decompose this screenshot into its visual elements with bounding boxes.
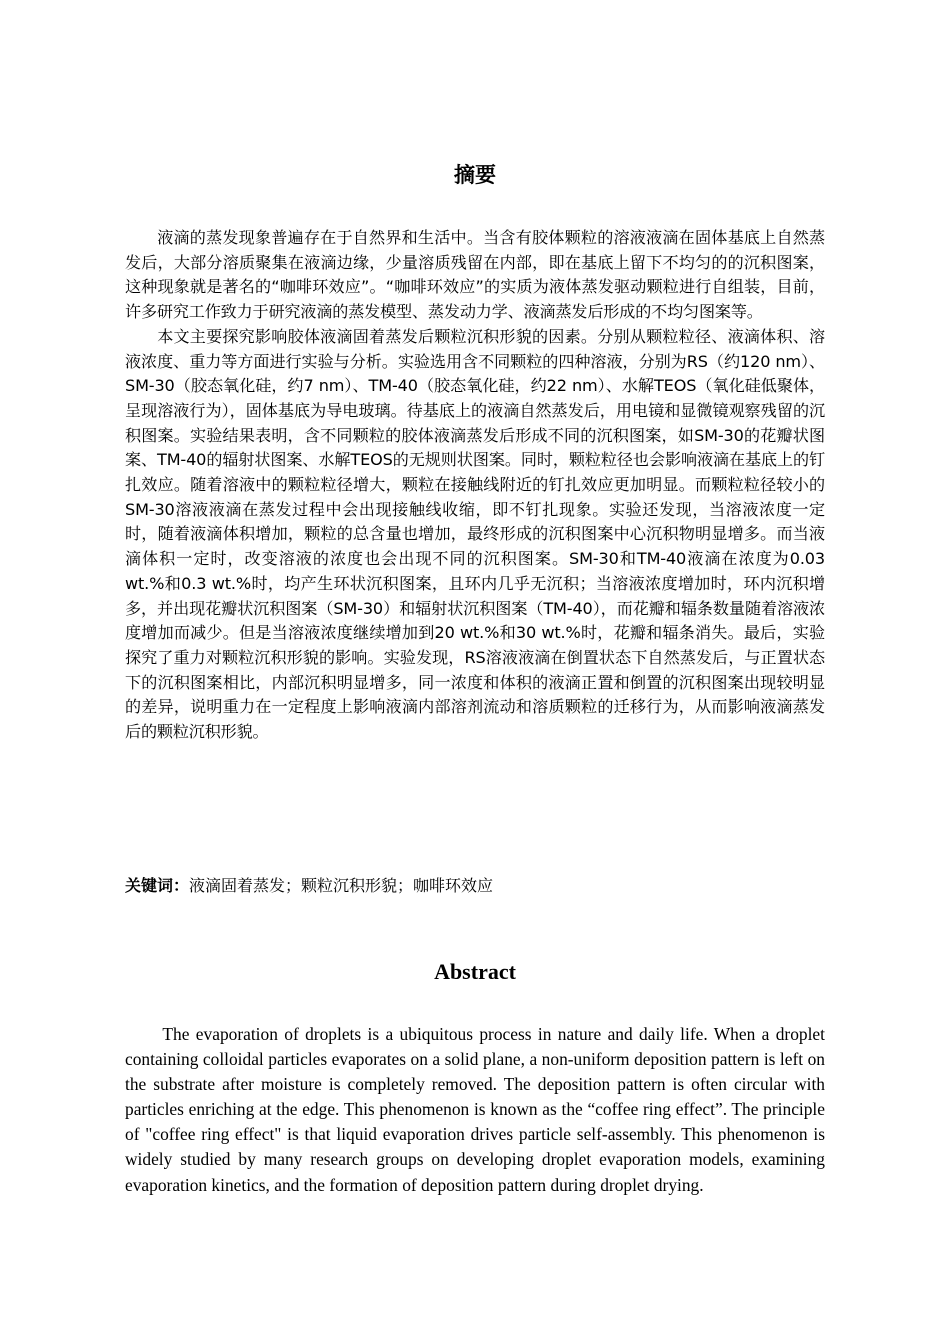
chinese-abstract-body xyxy=(125,226,825,745)
english-abstract-paragraph-1: The evaporation of droplets is a ubiquitous process in nature and daily life. When a droplet containing colloidal particles evaporates on a solid plane, a non-uniform deposition pattern is left on the substrate after moisture is completely removed. The deposition pattern is often circular with particles enriching at the edge. This phenomenon is known as the “coffee ring effect”. The principle of "coffee ring effect" is that liquid evaporation drives particle self-assembly. This phenomenon is widely studied by many research groups on developing droplet evaporation models, examining evaporation kinetics, and the formation of deposition pattern during droplet drying. xyxy=(125,1024,825,1195)
english-abstract-title: Abstract xyxy=(434,959,516,984)
chinese-abstract-paragraph-1: 液滴的蒸发现象普遍存在于自然界和生活中。当含有胶体颗粒的溶液液滴在固体基底上自然蒸发后，大部分溶质聚集在液滴边缘，少量溶质残留在内部，即在基底上留下不均匀的的沉积图案，这种现象就是著名的“咖啡环效应”。“咖啡环效应”的实质为液体蒸发驱动颗粒进行自组装，目前，许多研究工作致力于研究液滴的蒸发模型、蒸发动力学、液滴蒸发后形成的不均匀图案等。 xyxy=(125,228,825,322)
keywords-label: 关键词： xyxy=(125,876,190,895)
chinese-keywords xyxy=(125,873,825,899)
chinese-abstract-title: 摘要 xyxy=(454,163,496,187)
english-abstract-body xyxy=(125,1022,825,1198)
keywords-text: 液滴固着蒸发；颗粒沉积形貌；咖啡环效应 xyxy=(189,876,494,895)
chinese-abstract-paragraph-2: 本文主要探究影响胶体液滴固着蒸发后颗粒沉积形貌的因素。分别从颗粒粒径、液滴体积、溶液浓度、重力等方面进行实验与分析。实验选用含不同颗粒的四种溶液，分别为RS（约120 nm）、SM-30（胶态氧化硅，约7 nm）、TM-40（胶态氧化硅，约22 nm）、水解TEOS（氧化硅低聚体，呈现溶液行为），固体基底为导电玻璃。待基底上的液滴自然蒸发后，用电镜和显微镜观察残留的沉积图案。实验结果表明，含不同颗粒的胶体液滴蒸发后形成不同的沉积图案，如SM-30的花瓣状图案、TM-40的辐射状图案、水解TEOS的无规则状图案。同时，颗粒粒径也会影响液滴在基底上的钉扎效应。随着溶液中的颗粒粒径增大，颗粒在接触线附近的钉扎效应更加明显。而颗粒粒径较小的SM-30溶液液滴在蒸发过程中会出现接触线收缩，即不钉扎现象。实验还发现，当溶液浓度一定时，随着液滴体积增加，颗粒的总含量也增加，最终形成的沉积图案中心沉积物明显增多。而当液滴体积一定时，改变溶液的浓度也会出现不同的沉积图案。SM-30和TM-40液滴在浓度为0.03 wt.%和0.3 wt.%时，均产生环状沉积图案，且环内几乎无沉积；当溶液浓度增加时，环内沉积增多，并出现花瓣状沉积图案（SM-30）和辐射状沉积图案（TM-40），而花瓣和辐条数量随着溶液浓度增加而减少。但是当溶液浓度继续增加到20 wt.%和30 wt.%时，花瓣和辐条消失。最后，实验探究了重力对颗粒沉积形貌的影响。实验发现，RS溶液液滴在倒置状态下自然蒸发后，与正置状态下的沉积图案相比，内部沉积明显增多，同一浓度和体积的液滴正置和倒置的沉积图案出现较明显的差异，说明重力在一定程度上影响液滴内部溶剂流动和溶质颗粒的迁移行为，从而影响液滴蒸发后的颗粒沉积形貌。 xyxy=(125,326,825,742)
